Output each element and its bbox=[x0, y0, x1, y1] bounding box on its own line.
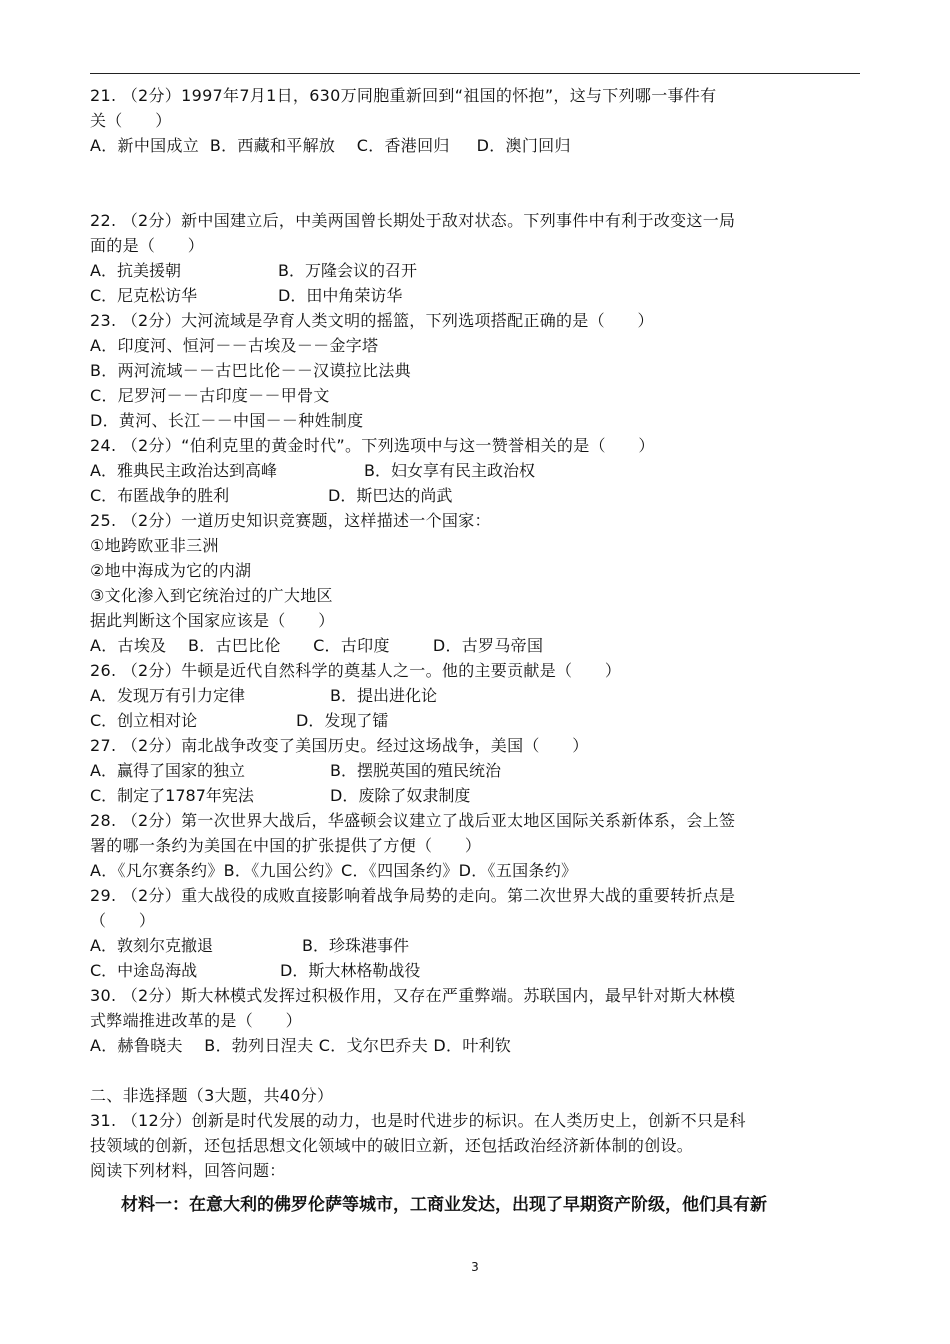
q30-options: A．赫鲁晓夫 B．勃列日涅夫 C．戈尔巴乔夫 D．叶利钦 bbox=[90, 1036, 512, 1055]
q23-stem: 23. （2分）大河流域是孕育人类文明的摇篮，下列选项搭配正确的是（ ） bbox=[90, 311, 654, 330]
q29-stem-line2: （ ） bbox=[90, 911, 156, 930]
q27-option-a: A．赢得了国家的独立 bbox=[90, 761, 245, 780]
q28-stem-line1: 28. （2分）第一次世界大战后，华盛顿会议建立了战后亚太地区国际关系新体系，会上签 bbox=[90, 811, 736, 830]
q22-stem-line1: 22. （2分）新中国建立后，中美两国曾长期处于敌对状态。下列事件中有利于改变这一局 bbox=[90, 211, 736, 230]
q22-option-b: B．万隆会议的召开 bbox=[278, 261, 417, 280]
q25-stem: 25. （2分）一道历史知识竞赛题，这样描述一个国家： bbox=[90, 511, 491, 530]
q25-clue-2: ②地中海成为它的内湖 bbox=[90, 561, 252, 580]
q22-option-d: D．田中角荣访华 bbox=[278, 286, 403, 305]
q22-option-c: C．尼克松访华 bbox=[90, 286, 198, 305]
q22-option-a: A．抗美援朝 bbox=[90, 261, 181, 280]
q23-option-d: D．黄河、长江－－中国－－种姓制度 bbox=[90, 411, 364, 430]
q29-stem-line1: 29. （2分）重大战役的成败直接影响着战争局势的走向。第二次世界大战的重要转折点是 bbox=[90, 886, 736, 905]
q29-option-d: D．斯大林格勒战役 bbox=[280, 961, 421, 980]
q29-option-c: C．中途岛海战 bbox=[90, 961, 198, 980]
q21-stem-line2: 关（ ） bbox=[90, 111, 172, 130]
q23-option-c: C．尼罗河－－古印度－－甲骨文 bbox=[90, 386, 330, 405]
q26-stem: 26. （2分）牛顿是近代自然科学的奠基人之一。他的主要贡献是（ ） bbox=[90, 661, 622, 680]
q25-question: 据此判断这个国家应该是（ ） bbox=[90, 611, 335, 630]
q21-stem-line1: 21. （2分）1997年7月1日，630万同胞重新回到“祖国的怀抱”，这与下列哪一事件有 bbox=[90, 86, 717, 105]
q22-stem-line2: 面的是（ ） bbox=[90, 236, 205, 255]
q30-stem-line1: 30. （2分）斯大林模式发挥过积极作用，又存在严重弊端。苏联国内，最早针对斯大林模 bbox=[90, 986, 736, 1005]
q26-option-c: C．创立相对论 bbox=[90, 711, 198, 730]
q28-stem-line2: 署的哪一条约为美国在中国的扩张提供了方便（ ） bbox=[90, 836, 482, 855]
q26-option-b: B．提出进化论 bbox=[330, 686, 437, 705]
page-number: 3 bbox=[471, 1260, 479, 1274]
q23-option-a: A．印度河、恒河－－古埃及－－金字塔 bbox=[90, 336, 379, 355]
q27-stem: 27. （2分）南北战争改变了美国历史。经过这场战争，美国（ ） bbox=[90, 736, 589, 755]
q24-option-a: A．雅典民主政治达到高峰 bbox=[90, 461, 277, 480]
q29-option-a: A．敦刻尔克撤退 bbox=[90, 936, 213, 955]
q23-option-b: B．两河流域－－古巴比伦－－汉谟拉比法典 bbox=[90, 361, 411, 380]
q26-option-a: A．发现万有引力定律 bbox=[90, 686, 245, 705]
q26-option-d: D．发现了镭 bbox=[296, 711, 389, 730]
q27-option-d: D．废除了奴隶制度 bbox=[330, 786, 471, 805]
q31-stem-line1: 31. （12分）创新是时代发展的动力，也是时代进步的标识。在人类历史上，创新不只是科 bbox=[90, 1111, 746, 1130]
q25-clue-3: ③文化渗入到它统治过的广大地区 bbox=[90, 586, 333, 605]
q24-stem: 24. （2分）“伯利克里的黄金时代”。下列选项中与这一赞誉相关的是（ ） bbox=[90, 436, 655, 455]
q25-clue-1: ①地跨欧亚非三洲 bbox=[90, 536, 219, 555]
q21-options: A．新中国成立 B．西藏和平解放 C．香港回归 D．澳门回归 bbox=[90, 136, 571, 155]
q30-stem-line2: 式弊端推进改革的是（ ） bbox=[90, 1011, 302, 1030]
section2-heading: 二、非选择题（3大题，共40分） bbox=[90, 1086, 334, 1105]
q28-options: A．《凡尔赛条约》B．《九国公约》C．《四国条约》D．《五国条约》 bbox=[90, 861, 578, 880]
q27-option-c: C．制定了1787年宪法 bbox=[90, 786, 254, 805]
q24-option-b: B．妇女享有民主政治权 bbox=[364, 461, 535, 480]
material-one: 材料一：在意大利的佛罗伦萨等城市，工商业发达，出现了早期资产阶级，他们具有新 bbox=[121, 1195, 767, 1215]
q29-option-b: B．珍珠港事件 bbox=[302, 936, 409, 955]
header-rule bbox=[90, 73, 860, 74]
q31-instruction: 阅读下列材料，回答问题： bbox=[90, 1161, 286, 1180]
q25-options: A．古埃及 B．古巴比伦 C．古印度 D．古罗马帝国 bbox=[90, 636, 544, 655]
q27-option-b: B．摆脱英国的殖民统治 bbox=[330, 761, 501, 780]
q24-option-c: C．布匿战争的胜利 bbox=[90, 486, 230, 505]
q31-stem-line2: 技领域的创新，还包括思想文化领域中的破旧立新，还包括政治经济新体制的创设。 bbox=[90, 1136, 694, 1155]
q24-option-d: D．斯巴达的尚武 bbox=[328, 486, 453, 505]
